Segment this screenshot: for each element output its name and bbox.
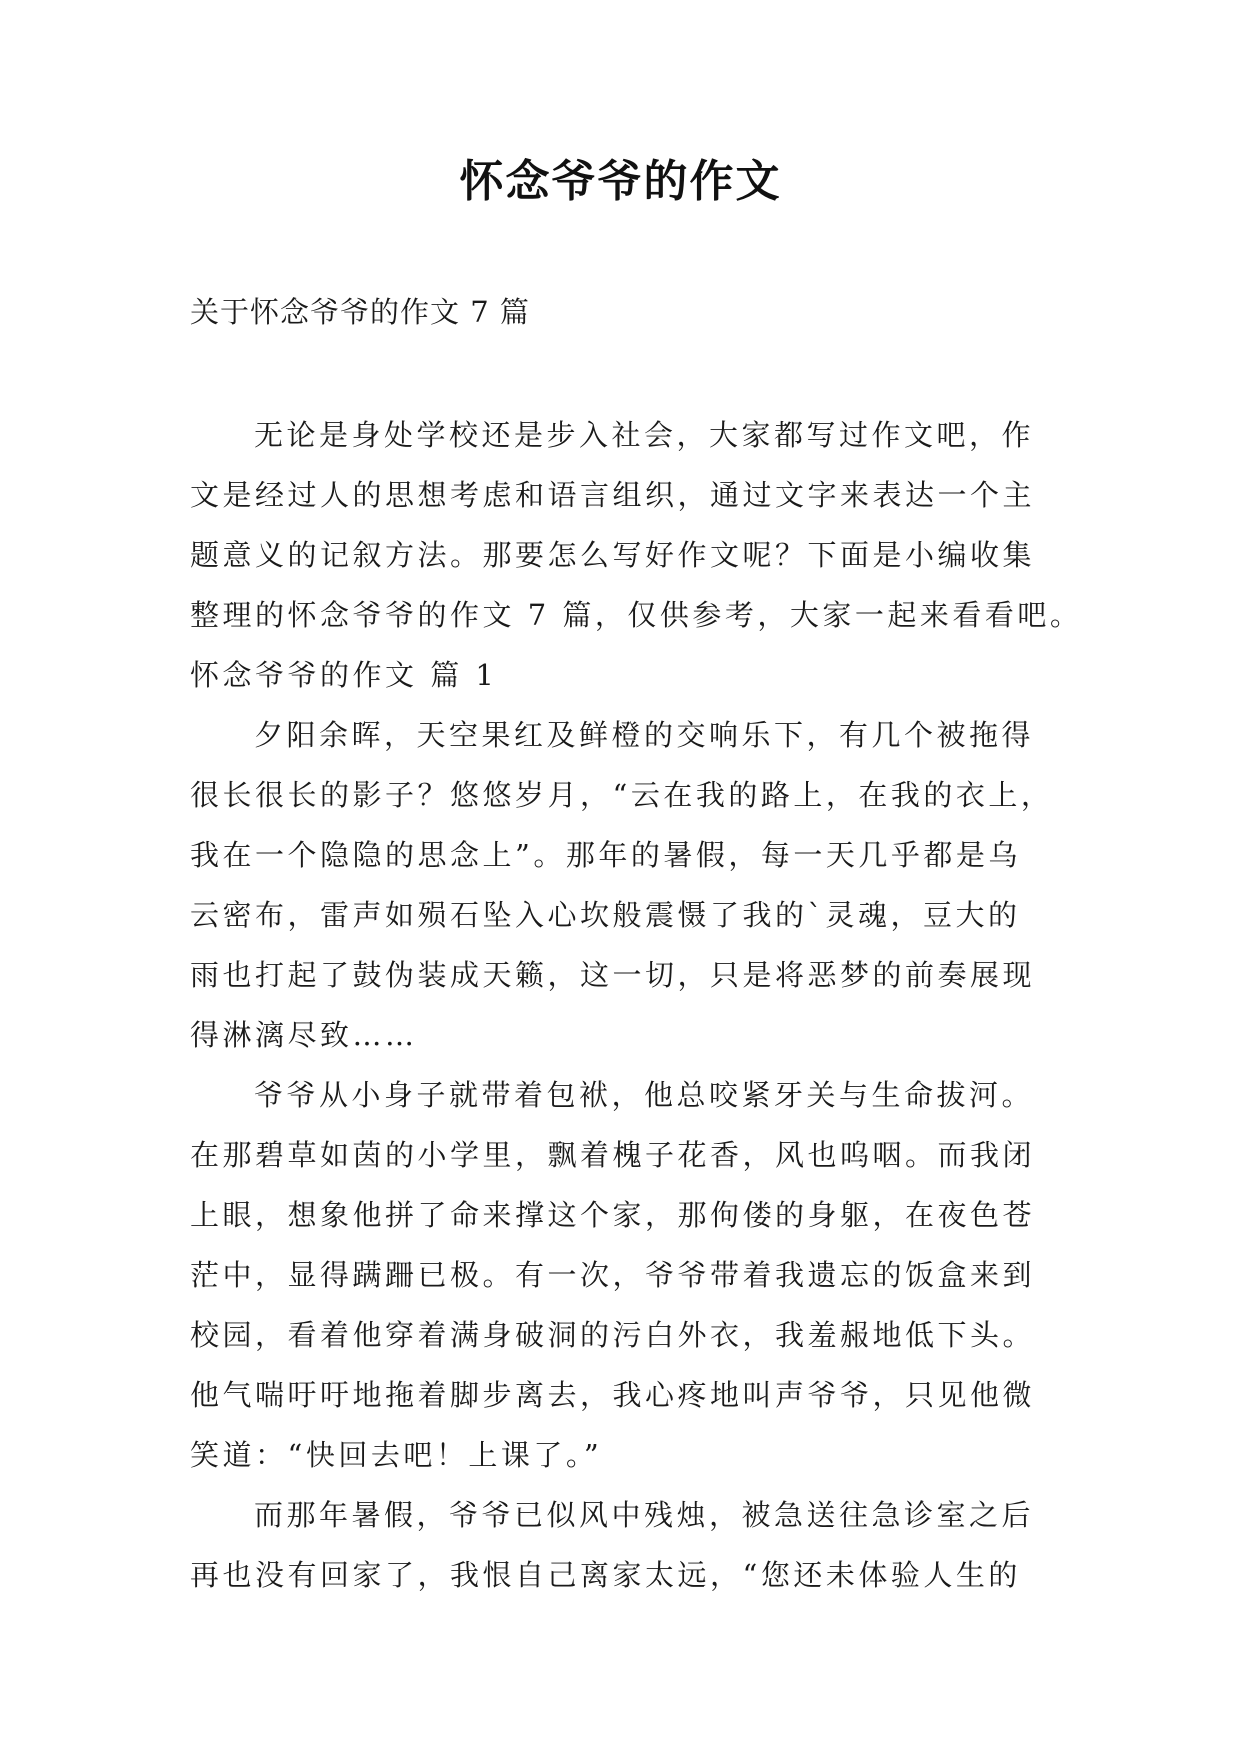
body-text-line: 题意义的记叙方法。那要怎么写好作文呢？下面是小编收集	[190, 538, 1036, 572]
body-text-line: 上眼，想象他拼了命来撑这个家，那佝偻的身躯，在夜色苍	[190, 1198, 1036, 1232]
document-subtitle: 关于怀念爷爷的作文 7 篇	[190, 295, 530, 329]
body-text-line: 而那年暑假，爷爷已似风中残烛，被急送往急诊室之后	[254, 1498, 1035, 1532]
body-text-line: 整理的怀念爷爷的作文 7 篇，仅供参考，大家一起来看看吧。	[190, 598, 1083, 632]
body-text-line: 怀念爷爷的作文 篇 1	[190, 658, 498, 692]
body-text-line: 夕阳余晖，天空果红及鲜橙的交响乐下，有几个被拖得	[254, 718, 1035, 752]
body-text-line: 得淋漓尽致……	[190, 1018, 418, 1052]
body-text-line: 在那碧草如茵的小学里，飘着槐子花香，风也呜咽。而我闭	[190, 1138, 1036, 1172]
body-text-line: 茫中，显得蹒跚已极。有一次，爷爷带着我遗忘的饭盒来到	[190, 1258, 1036, 1292]
body-text-line: 雨也打起了鼓伪装成天籁，这一切，只是将恶梦的前奏展现	[190, 958, 1036, 992]
body-text-line: 他气喘吁吁地拖着脚步离去，我心疼地叫声爷爷，只见他微	[190, 1378, 1036, 1412]
body-text-line: 我在一个隐隐的思念上”。那年的暑假，每一天几乎都是乌	[190, 838, 1021, 872]
body-text-line: 爷爷从小身子就带着包袱，他总咬紧牙关与生命拔河。	[254, 1078, 1035, 1112]
document-body	[190, 405, 1083, 1605]
body-text-line: 云密布，雷声如殒石坠入心坎般震慑了我的`灵魂，豆大的	[190, 898, 1021, 932]
body-text-line: 再也没有回家了，我恨自己离家太远，“您还未体验人生的	[190, 1558, 1021, 1592]
body-text-line: 文是经过人的思想考虑和语言组织，通过文字来表达一个主	[190, 478, 1036, 512]
body-text-line: 校园，看着他穿着满身破洞的污白外衣，我羞赧地低下头。	[190, 1318, 1036, 1352]
body-text-line: 无论是身处学校还是步入社会，大家都写过作文吧，作	[254, 418, 1035, 452]
document-title: 怀念爷爷的作文	[459, 156, 782, 207]
body-text-line: 很长很长的影子？悠悠岁月，“云在我的路上，在我的衣上，	[190, 778, 1054, 812]
body-text-line: 笑道：“快回去吧！上课了。”	[190, 1438, 603, 1472]
